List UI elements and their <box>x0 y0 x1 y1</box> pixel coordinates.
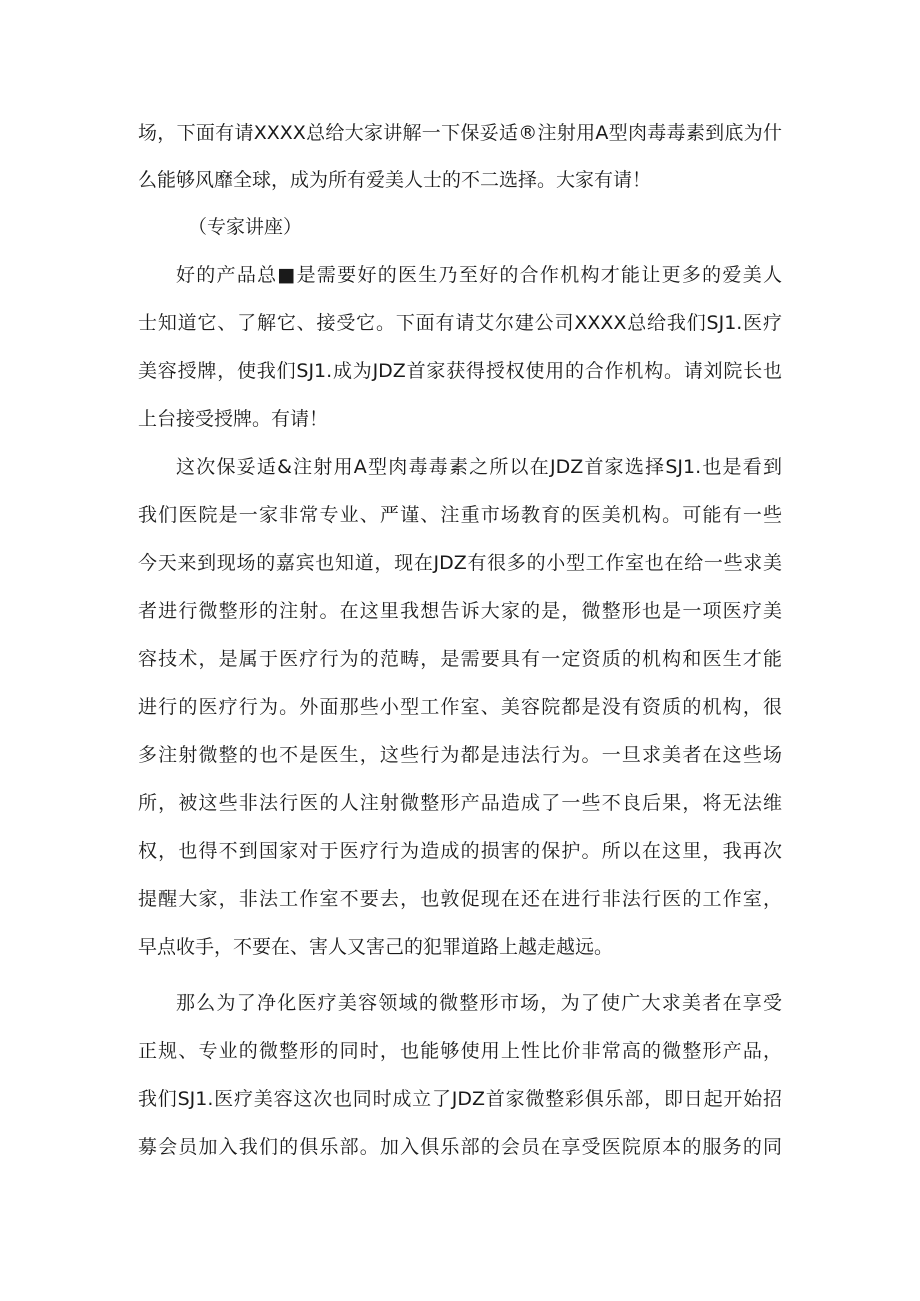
paragraph-2-line-11: 早点收手，不要在、害人又害己的犯罪道路上越走越远。 <box>138 936 614 958</box>
paragraph-1-line-3: 美容授牌，使我们SJ1.成为JDZ首家获得授权使用的合作机构。请刘院长也 <box>138 360 782 382</box>
paragraph-2-line-10: 提醒大家，非法工作室不要去，也敦促现在还在进行非法行医的工作室， <box>138 888 782 910</box>
paragraph-2-line-8: 所，被这些非法行医的人注射微整形产品造成了一些不良后果，将无法维 <box>138 792 782 814</box>
paragraph-3-line-3: 我们SJ1.医疗美容这次也同时成立了JDZ首家微整彩俱乐部，即日起开始招 <box>138 1088 782 1110</box>
intro-line-2: 么能够风靡全球，成为所有爱美人士的不二选择。大家有请！ <box>138 169 652 191</box>
paragraph-3-line-1: 那么为了净化医疗美容领域的微整形市场，为了使广大求美者在享受 <box>176 992 782 1014</box>
paragraph-2-line-9: 权，也得不到国家对于医疗行为造成的损害的保护。所以在这里，我再次 <box>138 840 782 862</box>
paragraph-2-line-6: 进行的医疗行为。外面那些小型工作室、美容院都是没有资质的机构，很 <box>138 696 782 718</box>
paragraph-2-line-5: 容技术，是属于医疗行为的范畴，是需要具有一定资质的机构和医生才能 <box>138 648 782 670</box>
paragraph-3-line-2: 正规、专业的微整形的同时，也能够使用上性比价非常高的微整形产品， <box>138 1040 782 1062</box>
paragraph-1-line-1: 好的产品总■是需要好的医生乃至好的合作机构才能让更多的爱美人 <box>176 264 782 286</box>
paragraph-2-line-2: 我们医院是一家非常专业、严谨、注重市场教育的医美机构。可能有一些 <box>138 504 782 526</box>
paragraph-2-line-3: 今天来到现场的嘉宾也知道，现在JDZ有很多的小型工作室也在给一些求美 <box>138 552 782 574</box>
paragraph-1-line-2: 士知道它、了解它、接受它。下面有请艾尔建公司XXXX总给我们SJ1.医疗 <box>138 312 782 334</box>
paragraph-2-line-1: 这次保妥适&注射用A型肉毒毒素之所以在JDZ首家选择SJ1.也是看到 <box>176 456 782 478</box>
section-heading: （专家讲座） <box>188 216 303 238</box>
paragraph-2-line-7: 多注射微整的也不是医生，这些行为都是违法行为。一旦求美者在这些场 <box>138 744 782 766</box>
intro-line-1: 场，下面有请XXXX总给大家讲解一下保妥适®注射用A型肉毒毒素到底为什 <box>138 122 782 144</box>
paragraph-3-line-4: 募会员加入我们的俱乐部。加入俱乐部的会员在享受医院原本的服务的同 <box>138 1136 782 1158</box>
paragraph-1-line-4: 上台接受授牌。有请！ <box>138 408 329 430</box>
paragraph-2-line-4: 者进行微整形的注射。在这里我想告诉大家的是，微整形也是一项医疗美 <box>138 600 782 622</box>
